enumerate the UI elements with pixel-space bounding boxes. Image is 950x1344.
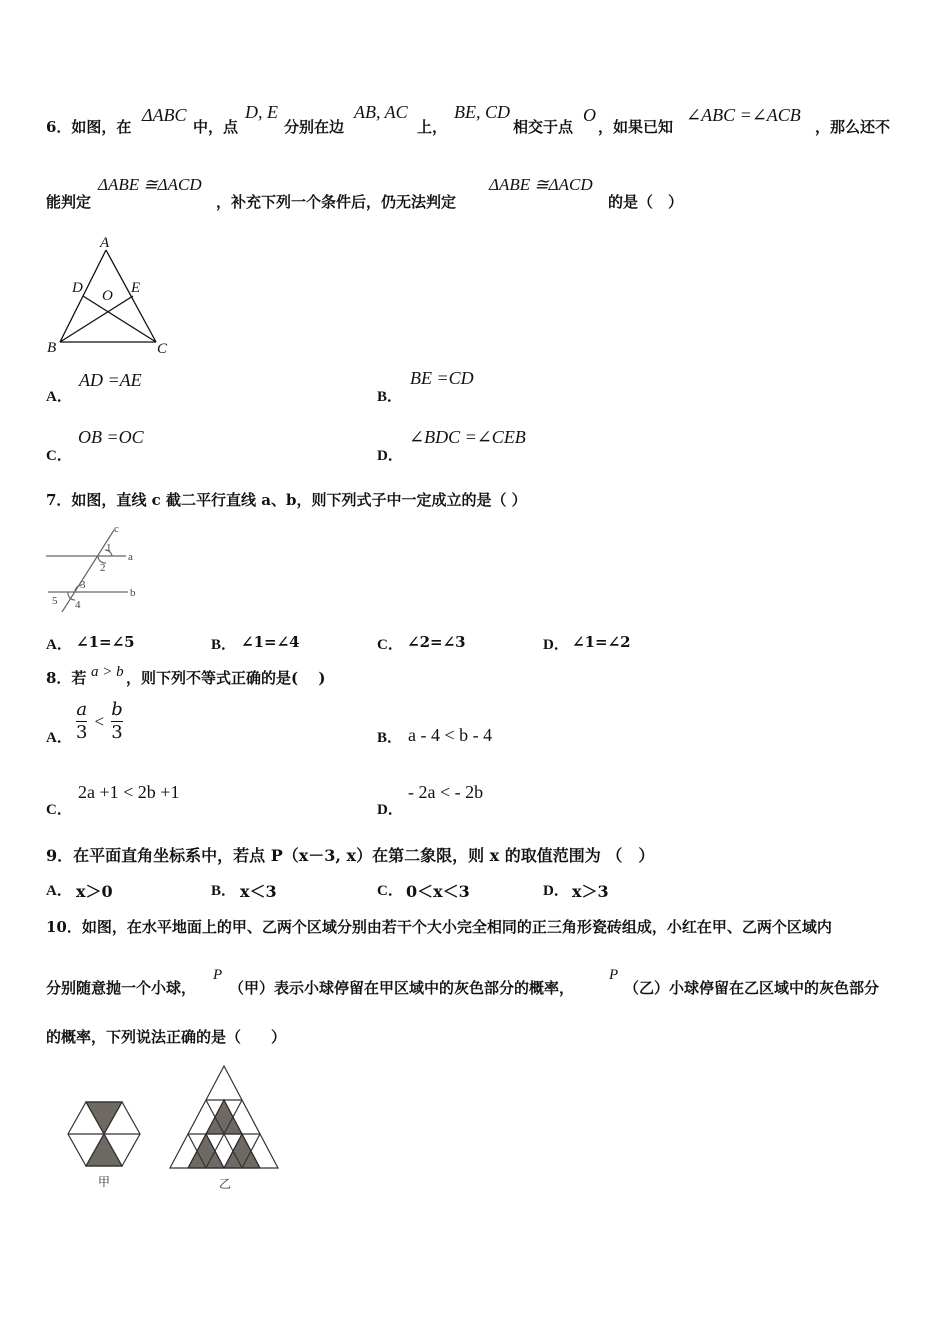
- q9-option-b-text[interactable]: x＜3: [240, 882, 277, 901]
- q10-line-2a: 分别随意抛一个小球，: [46, 979, 197, 997]
- q6-text-shang: 上，: [417, 118, 448, 136]
- q8-option-a-fraction-1: [76, 699, 87, 744]
- q6-text-ruguo: ，如果已知: [598, 118, 674, 136]
- q10-jia-shaded-bottom: [86, 1134, 122, 1166]
- q6-option-d-text[interactable]: ∠BDC =∠CEB: [409, 427, 526, 447]
- q10-line-1: 10．如图，在水平地面上的甲、乙两个区域分别由若干个大小完全相同的正三角形瓷砖组成，小红在甲、乙两个区域内: [46, 918, 832, 936]
- q7-label-b: b: [130, 587, 136, 599]
- q6-text-num: 6．如图，在: [46, 118, 132, 136]
- q9-option-b-label[interactable]: B．: [211, 883, 237, 899]
- q7-option-d-label[interactable]: D．: [543, 637, 569, 653]
- q9-option-d-label[interactable]: D．: [543, 883, 569, 899]
- q8-option-a-numerator-1: a: [76, 699, 88, 720]
- q6-label-c: C: [157, 341, 168, 357]
- q8-option-a-label[interactable]: A．: [46, 730, 72, 746]
- q7-label-3: 3: [80, 579, 86, 591]
- q7-stem: 7．如图，直线 c 截二平行直线 a、b，则下列式子中一定成立的是（ ）: [46, 491, 527, 509]
- q7-label-2: 2: [100, 562, 106, 574]
- q9-stem: 9．在平面直角坐标系中，若点 P（x－3, x）在第二象限，则 x 的取值范围为 （ ）: [46, 846, 655, 865]
- q6-math-point-o: O: [583, 105, 596, 125]
- q7-option-c-label[interactable]: C．: [377, 637, 403, 653]
- q7-option-a-label[interactable]: A．: [46, 637, 72, 653]
- q6-option-c-text[interactable]: OB =OC: [78, 427, 144, 447]
- q6-option-c-label[interactable]: C．: [46, 448, 72, 464]
- q6-option-b-label[interactable]: B．: [377, 389, 403, 405]
- q10-tiling-figures: [64, 1062, 288, 1196]
- q6-math-angle-eq: ∠ABC =∠ACB: [686, 105, 801, 125]
- q9-option-a-text[interactable]: x＞0: [76, 882, 113, 901]
- q7-parallel-lines-figure: [42, 520, 140, 614]
- q6-side-ac: [106, 250, 156, 342]
- q8-math-condition: a > b: [91, 664, 124, 680]
- q10-caption-jia: 甲: [98, 1175, 111, 1189]
- q6-text-zhong-dian: 中，点: [193, 118, 239, 136]
- q10-caption-yi: 乙: [219, 1177, 232, 1191]
- q6-label-e: E: [131, 280, 141, 296]
- q6-text-naome: ，那么还不: [815, 118, 891, 136]
- q6-option-a-text[interactable]: AD =AE: [79, 370, 142, 390]
- q6-math-congruent-2: ΔABE ≅ΔACD: [489, 175, 593, 194]
- q10-p-yi: P: [609, 967, 619, 983]
- q10-yi-shaded-3: [224, 1134, 260, 1168]
- q6-label-o: O: [102, 288, 113, 304]
- q6-math-lines: BE, CD: [454, 102, 510, 122]
- q8-text-rest: ，则下列不等式正确的是( ): [126, 669, 326, 687]
- q7-option-a-text[interactable]: ∠1=∠5: [76, 633, 135, 651]
- q6-text-neng: 能判定: [46, 193, 92, 211]
- q8-text-num: 8．若: [46, 669, 87, 687]
- q10-jia-shaded-top: [86, 1102, 122, 1134]
- q6-segment-cd: [83, 296, 156, 342]
- q6-option-a-label[interactable]: A．: [46, 389, 72, 405]
- q6-text-buchong: ，补充下列一个条件后，仍无法判定: [216, 193, 457, 211]
- q7-label-c: c: [114, 523, 119, 535]
- q6-option-b-text[interactable]: BE =CD: [410, 368, 474, 388]
- q7-option-d-text[interactable]: ∠1=∠2: [572, 633, 631, 651]
- q8-option-a-denominator-2: 3: [111, 722, 123, 743]
- q8-option-d-text[interactable]: - 2a < - 2b: [408, 782, 484, 802]
- q10-p-jia: P: [213, 967, 223, 983]
- q6-text-fenbie: 分别在边: [284, 118, 345, 136]
- q7-option-b-label[interactable]: B．: [211, 637, 237, 653]
- q6-option-d-label[interactable]: D．: [377, 448, 403, 464]
- q8-option-b-label[interactable]: B．: [377, 730, 403, 746]
- q8-option-c-label[interactable]: C．: [46, 802, 72, 818]
- q7-label-4: 4: [75, 599, 81, 611]
- q6-triangle-figure: [44, 234, 176, 358]
- q10-line-2b: （甲）表示小球停留在甲区域中的灰色部分的概率，: [229, 979, 575, 997]
- q8-option-a-math[interactable]: [76, 699, 123, 744]
- q9-option-a-label[interactable]: A．: [46, 883, 72, 899]
- q6-math-sides: AB, AC: [354, 102, 408, 122]
- q8-option-a-fraction-2: [111, 699, 123, 744]
- q7-option-c-text[interactable]: ∠2=∠3: [407, 633, 466, 651]
- q9-option-c-label[interactable]: C．: [377, 883, 403, 899]
- q6-label-a: A: [100, 235, 110, 251]
- q9-option-d-text[interactable]: x＞3: [572, 882, 609, 901]
- q7-label-1: 1: [106, 542, 112, 554]
- q10-line-3: 的概率，下列说法正确的是（ ）: [46, 1028, 287, 1046]
- q10-triangle-yi: [170, 1066, 278, 1168]
- q10-line-2c: （乙）小球停留在乙区域中的灰色部分: [624, 979, 880, 997]
- q6-math-congruent-1: ΔABE ≅ΔACD: [98, 175, 202, 194]
- q10-hexagon-jia: [68, 1102, 140, 1166]
- q6-text-deshi: 的是（ ）: [608, 193, 684, 211]
- q8-option-a-denominator-1: 3: [76, 722, 88, 743]
- q8-option-a-less-than: <: [94, 711, 105, 731]
- q6-text-xiangjiao: 相交于点: [513, 118, 574, 136]
- q6-label-b: B: [47, 340, 57, 356]
- q8-option-d-label[interactable]: D．: [377, 802, 403, 818]
- q10-yi-shaded-1: [206, 1100, 242, 1134]
- q7-option-b-text[interactable]: ∠1=∠4: [241, 633, 300, 651]
- q8-option-b-text[interactable]: a - 4 < b - 4: [408, 725, 493, 745]
- q7-label-a: a: [128, 551, 133, 563]
- q6-label-d: D: [72, 280, 83, 296]
- q6-math-points-de: D, E: [245, 102, 278, 122]
- q10-yi-shaded-2: [188, 1134, 224, 1168]
- q6-math-triangle-abc: ΔABC: [142, 105, 187, 125]
- q8-option-a-numerator-2: b: [111, 699, 123, 720]
- q9-option-c-text[interactable]: 0＜x＜3: [406, 882, 470, 901]
- q8-option-c-text[interactable]: 2a +1 < 2b +1: [78, 782, 180, 802]
- q7-label-5: 5: [52, 595, 58, 607]
